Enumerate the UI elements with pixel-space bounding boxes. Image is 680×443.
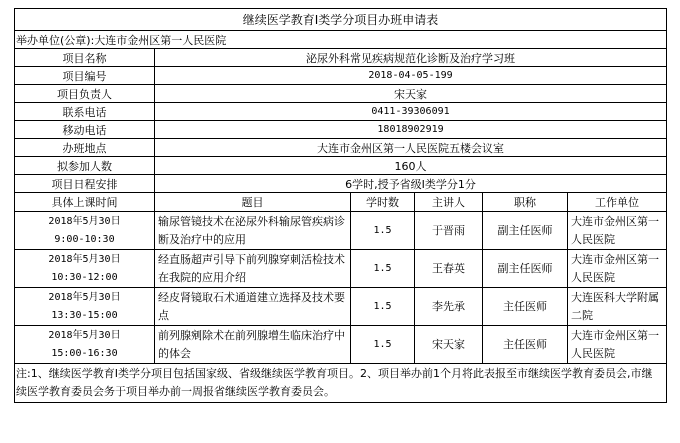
schedule-speaker: 李先承 xyxy=(415,288,483,326)
schedule-rank: 主任医师 xyxy=(483,288,568,326)
schedule-header-cell: 学时数 xyxy=(351,193,415,212)
schedule-hours: 1.5 xyxy=(351,288,415,326)
schedule-row xyxy=(15,212,667,250)
schedule-header-cell: 主讲人 xyxy=(415,193,483,212)
schedule-row xyxy=(15,250,667,288)
schedule-header-cell: 工作单位 xyxy=(568,193,667,212)
schedule-topic: 经直肠超声引导下前列腺穿刺活检技术在我院的应用介绍 xyxy=(155,250,351,288)
info-row xyxy=(15,67,667,85)
schedule-rank: 副主任医师 xyxy=(483,212,568,250)
info-label: 项目名称 xyxy=(15,49,155,67)
form-title: 继续医学教育I类学分项目办班申请表 xyxy=(15,9,667,31)
info-row xyxy=(15,175,667,193)
schedule-time-cell xyxy=(15,288,155,326)
schedule-time: 13:30-15:00 xyxy=(51,309,118,321)
schedule-time: 9:00-10:30 xyxy=(54,233,115,245)
info-value: 泌尿外科常见疾病规范化诊断及治疗学习班 xyxy=(155,49,667,67)
organizer-row xyxy=(15,31,667,49)
schedule-header-cell: 职称 xyxy=(483,193,568,212)
schedule-time: 10:30-12:00 xyxy=(51,271,118,283)
info-value: 0411-39306091 xyxy=(155,103,667,121)
schedule-topic: 输尿管镜技术在泌尿外科输尿管疾病诊断及治疗中的应用 xyxy=(155,212,351,250)
schedule-row xyxy=(15,326,667,364)
schedule-hours: 1.5 xyxy=(351,250,415,288)
info-value: 宋天家 xyxy=(155,85,667,103)
schedule-topic: 前列腺剜除术在前列腺增生临床治疗中的体会 xyxy=(155,326,351,364)
schedule-topic: 经皮肾镜取石术通道建立选择及技术要点 xyxy=(155,288,351,326)
schedule-rank: 副主任医师 xyxy=(483,250,568,288)
note-row xyxy=(15,364,667,403)
info-value: 6学时,授予省级I类学分1分 xyxy=(155,175,667,193)
schedule-time-cell xyxy=(15,326,155,364)
schedule-section xyxy=(15,193,667,364)
schedule-speaker: 王春英 xyxy=(415,250,483,288)
schedule-speaker: 宋天家 xyxy=(415,326,483,364)
schedule-unit: 大连市金州区第一人民医院 xyxy=(568,250,667,288)
info-label: 移动电话 xyxy=(15,121,155,139)
schedule-row xyxy=(15,288,667,326)
schedule-date: 2018年5月30日 xyxy=(48,291,121,303)
info-row xyxy=(15,121,667,139)
schedule-header-cell: 题目 xyxy=(155,193,351,212)
info-label: 项目编号 xyxy=(15,67,155,85)
info-label: 项目负责人 xyxy=(15,85,155,103)
schedule-unit: 大连市金州区第一人民医院 xyxy=(568,326,667,364)
schedule-unit: 大连市金州区第一人民医院 xyxy=(568,212,667,250)
schedule-time: 15:00-16:30 xyxy=(51,347,118,359)
info-label: 拟参加人数 xyxy=(15,157,155,175)
schedule-date: 2018年5月30日 xyxy=(48,329,121,341)
info-row xyxy=(15,139,667,157)
application-form-table xyxy=(14,8,667,403)
info-value: 18018902919 xyxy=(155,121,667,139)
info-row xyxy=(15,85,667,103)
info-row xyxy=(15,103,667,121)
info-value: 2018-04-05-199 xyxy=(155,67,667,85)
schedule-date: 2018年5月30日 xyxy=(48,253,121,265)
schedule-date: 2018年5月30日 xyxy=(48,215,121,227)
schedule-rank: 主任医师 xyxy=(483,326,568,364)
form-title-row xyxy=(15,9,667,31)
schedule-time-cell xyxy=(15,212,155,250)
info-label: 联系电话 xyxy=(15,103,155,121)
schedule-time-cell xyxy=(15,250,155,288)
info-row xyxy=(15,157,667,175)
info-label: 项目日程安排 xyxy=(15,175,155,193)
schedule-speaker: 于晋雨 xyxy=(415,212,483,250)
schedule-header-row xyxy=(15,193,667,212)
info-row xyxy=(15,49,667,67)
schedule-hours: 1.5 xyxy=(351,326,415,364)
project-info-section xyxy=(15,49,667,193)
schedule-header-cell: 具体上课时间 xyxy=(15,193,155,212)
info-label: 办班地点 xyxy=(15,139,155,157)
footnote: 注:1、继续医学教育I类学分项目包括国家级、省级继续医学教育项目。2、项目举办前1个月将此表报至市继续医学教育委员会,市继续医学教育委员会务于项目举办前一周报省继续医学教育委员会。 xyxy=(15,364,667,403)
organizer-text: 举办单位(公章):大连市金州区第一人民医院 xyxy=(15,31,667,49)
info-value: 160人 xyxy=(155,157,667,175)
schedule-hours: 1.5 xyxy=(351,212,415,250)
schedule-unit: 大连医科大学附属二院 xyxy=(568,288,667,326)
info-value: 大连市金州区第一人民医院五楼会议室 xyxy=(155,139,667,157)
